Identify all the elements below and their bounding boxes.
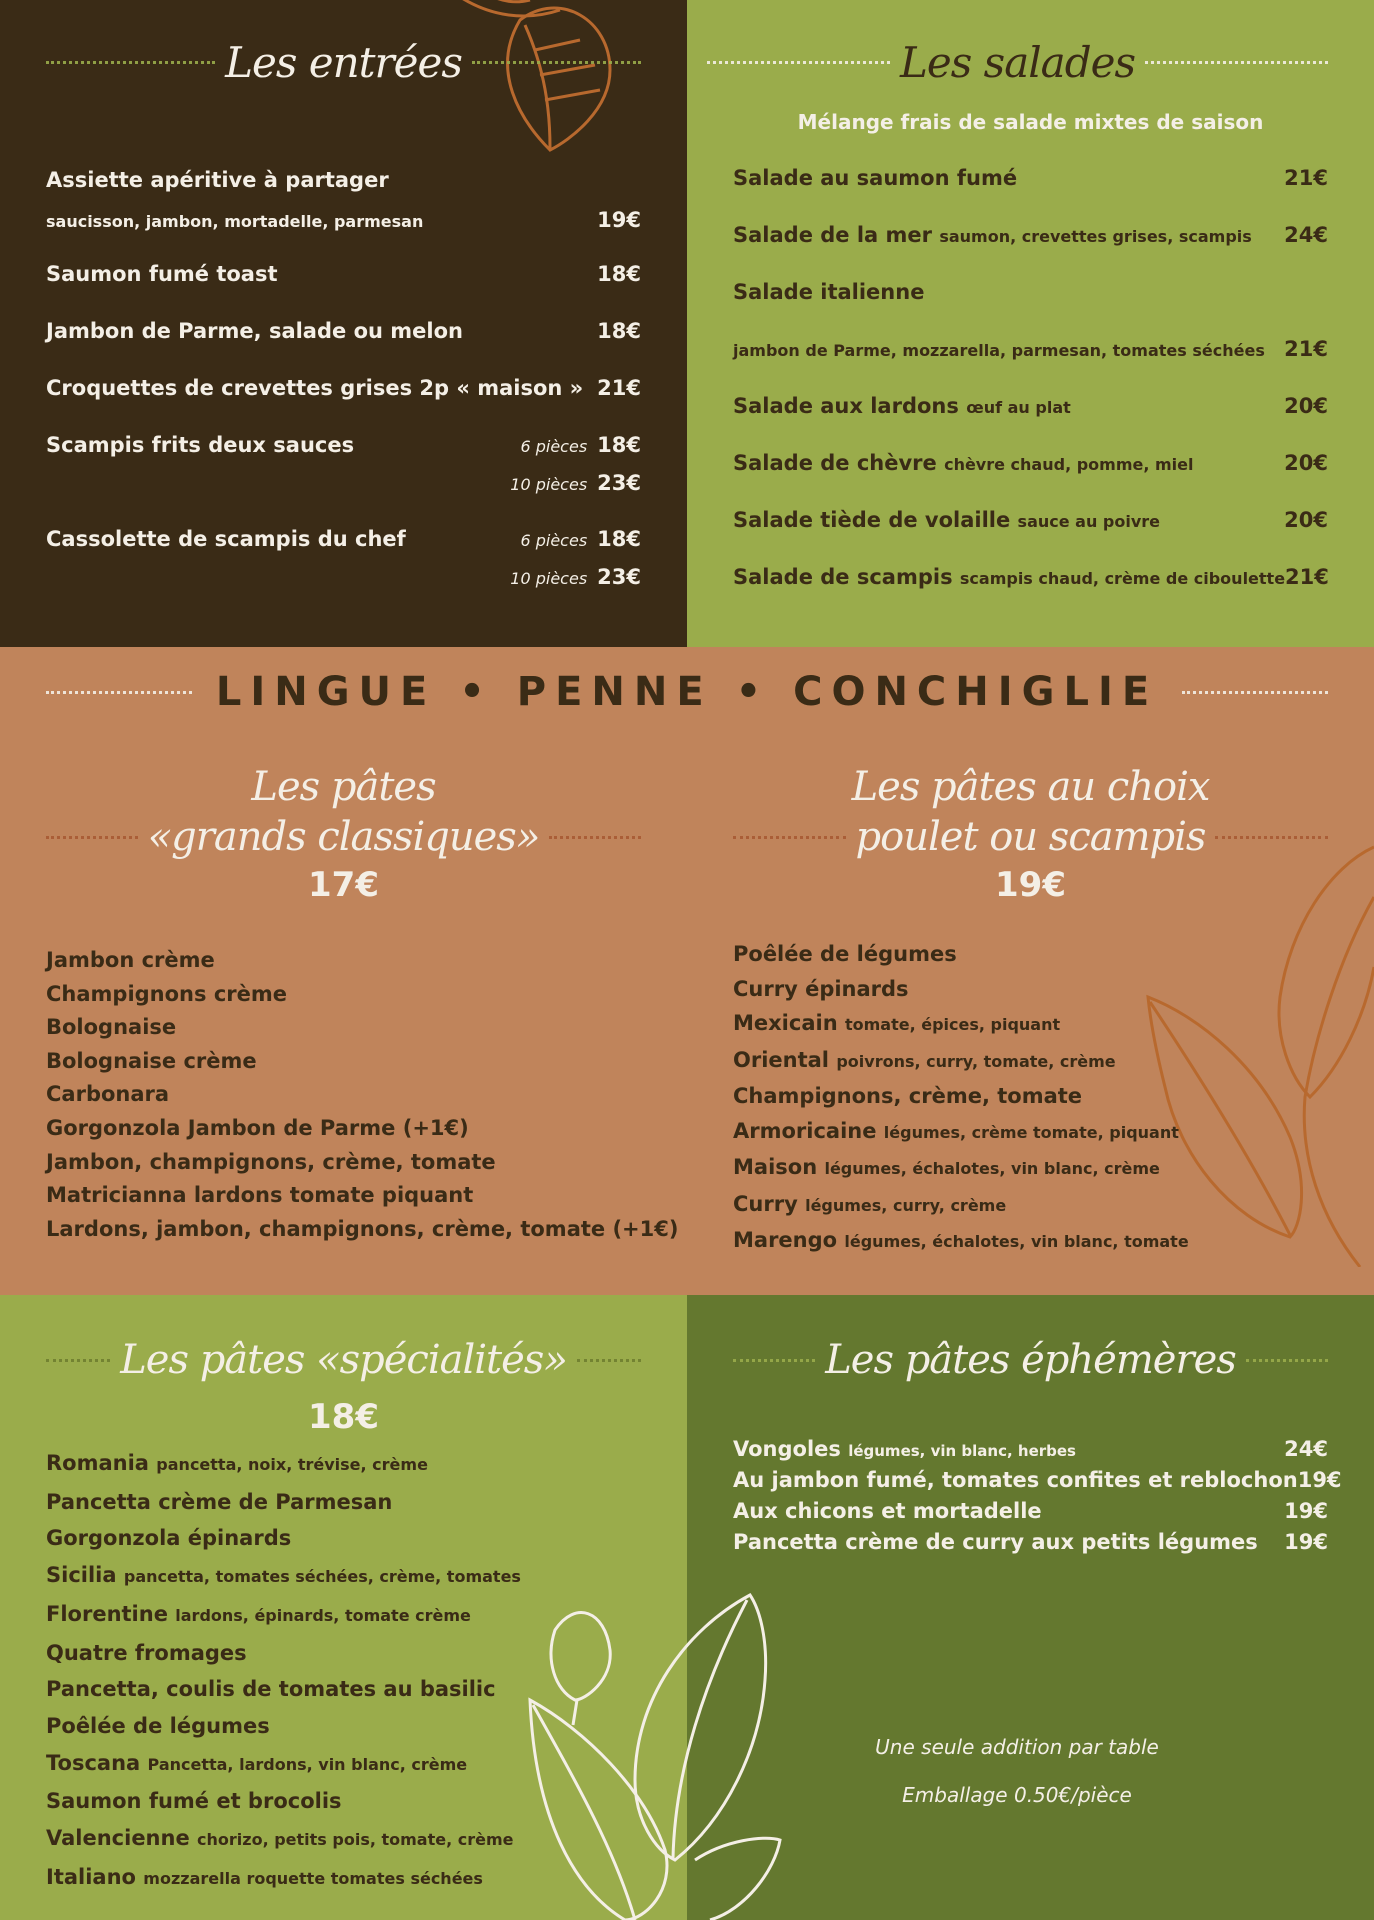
item-quantity: 6 pièces	[520, 437, 588, 456]
list-item	[46, 1635, 521, 1672]
divider-dots	[46, 1359, 110, 1362]
salades-subtitle: Mélange frais de salade mixtes de saison	[797, 110, 1264, 134]
classiques-list	[46, 944, 678, 1246]
item-description: Pancetta, lardons, vin blanc, crème	[147, 1754, 468, 1774]
item-name: Curry	[733, 1191, 798, 1216]
list-item	[733, 1006, 1189, 1043]
item-name: Valencienne	[46, 1826, 190, 1851]
divider-dots	[46, 61, 215, 64]
item-quantity: 10 pièces	[510, 475, 588, 494]
item-description: saumon, crevettes grises, scampis	[939, 227, 1252, 246]
section-title-line2: poulet ou scampis	[855, 814, 1206, 860]
list-item: Jambon crème	[46, 948, 215, 972]
item-description: jambon de Parme, mozzarella, parmesan, tomates séchées	[733, 341, 1265, 360]
divider-dots	[577, 1359, 641, 1362]
list-item	[46, 1557, 521, 1596]
list-item: Matricianna lardons tomate piquant	[46, 1183, 474, 1208]
entrees-title-row	[46, 38, 641, 87]
list-item	[733, 1114, 1189, 1151]
item-name: Sicilia	[46, 1563, 117, 1588]
section-title-line1: Les pâtes au choix	[851, 764, 1210, 810]
divider-dots	[46, 691, 192, 694]
list-item	[46, 1671, 521, 1708]
list-item	[733, 972, 1189, 1007]
menu-item-option	[46, 471, 641, 495]
pates-banner-row	[46, 669, 1328, 715]
divider-dots	[1246, 1359, 1328, 1362]
item-description: mozzarella roquette tomates séchées	[143, 1868, 483, 1888]
section-price: 18€	[308, 1397, 379, 1437]
menu-item	[733, 565, 1328, 589]
item-price: 20€	[1284, 451, 1328, 475]
section-title: Les pâtes «spécialités»	[120, 1337, 567, 1383]
item-name: Poêlée de légumes	[46, 1713, 270, 1738]
list-item: Carbonara	[46, 1082, 170, 1107]
item-price: 18€	[597, 527, 641, 551]
menu-item	[733, 508, 1328, 532]
divider-dots	[1182, 691, 1328, 694]
note-single-bill: Une seule addition par table	[875, 1735, 1159, 1759]
list-item	[46, 1859, 521, 1898]
item-name: Romania	[46, 1451, 149, 1475]
item-description: œuf au plat	[966, 398, 1071, 417]
item-name: Oriental	[733, 1047, 830, 1072]
list-item	[46, 1596, 521, 1635]
divider-dots	[733, 836, 846, 839]
list-item	[46, 1445, 521, 1484]
item-price: 24€	[1284, 223, 1328, 247]
item-price: 18€	[597, 433, 641, 457]
divider-dots	[733, 1359, 815, 1362]
item-description: tomate, épices, piquant	[844, 1015, 1061, 1034]
section-title-row	[46, 812, 641, 862]
item-name: Mexicain	[733, 1011, 838, 1035]
item-name: Vongoles	[733, 1437, 841, 1461]
section-title-line1: Les pâtes	[251, 764, 436, 810]
item-price: 18€	[597, 262, 641, 286]
item-name: Armoricaine	[733, 1118, 877, 1143]
note-packaging: Emballage 0.50€/pièce	[902, 1783, 1132, 1807]
item-description: poivrons, curry, tomate, crème	[836, 1051, 1116, 1071]
item-price: 21€	[1284, 166, 1328, 190]
menu-item	[733, 280, 1328, 304]
menu-item	[733, 1468, 1342, 1492]
list-item	[733, 1043, 1189, 1080]
list-item	[46, 1820, 521, 1859]
menu-item	[46, 433, 641, 457]
list-item	[46, 1783, 521, 1820]
list-item: Bolognaise	[46, 1015, 177, 1040]
menu-item	[733, 1530, 1328, 1554]
item-name: Salade aux lardons	[733, 394, 959, 418]
divider-dots	[1215, 836, 1328, 839]
menu-item	[733, 223, 1328, 247]
item-name: Jambon de Parme, salade ou melon	[46, 319, 463, 343]
list-item: Gorgonzola Jambon de Parme (+1€)	[46, 1115, 469, 1140]
item-quantity: 6 pièces	[520, 531, 588, 550]
list-item	[733, 1079, 1189, 1114]
list-item: Bolognaise crème	[46, 1048, 257, 1073]
divider-dots	[46, 836, 138, 839]
menu-item-option	[46, 565, 641, 589]
menu-item	[46, 319, 641, 343]
list-item	[46, 1484, 521, 1521]
list-item: Champignons crème	[46, 981, 287, 1006]
item-price: 21€	[1285, 565, 1329, 589]
item-price: 19€	[597, 208, 641, 232]
list-item	[46, 1745, 521, 1784]
item-description: lardons, épinards, tomate crème	[175, 1605, 471, 1625]
menu-item	[733, 1499, 1328, 1523]
item-name: Gorgonzola épinards	[46, 1526, 292, 1551]
item-name: Champignons, crème, tomate	[733, 1084, 1083, 1108]
item-name: Pancetta crème de curry aux petits légumes	[733, 1530, 1258, 1554]
item-description: légumes, vin blanc, herbes	[848, 1442, 1076, 1460]
item-name: Marengo	[733, 1228, 838, 1252]
item-price: 20€	[1284, 394, 1328, 418]
item-description: légumes, échalotes, vin blanc, tomate	[844, 1232, 1189, 1251]
menu-item-desc-row	[733, 337, 1328, 361]
section-title: Les entrées	[225, 38, 462, 87]
menu-item	[733, 1437, 1328, 1461]
item-name: Italiano	[46, 1864, 136, 1889]
list-item	[733, 1223, 1189, 1260]
item-name: Pancetta crème de Parmesan	[46, 1489, 393, 1514]
item-description: sauce au poivre	[1017, 512, 1161, 531]
item-price: 19€	[1297, 1468, 1342, 1492]
item-name: Curry épinards	[733, 976, 909, 1001]
section-title-row	[733, 812, 1328, 862]
specialites-title-row	[46, 1337, 641, 1383]
item-quantity: 10 pièces	[510, 569, 588, 588]
section-title: Les pâtes éphémères	[825, 1337, 1236, 1383]
item-price: 23€	[597, 565, 641, 589]
salades-section	[687, 0, 1374, 647]
item-name: Maison	[733, 1155, 818, 1179]
menu-item	[733, 394, 1328, 418]
list-item	[46, 1520, 521, 1557]
item-price: 21€	[597, 376, 641, 400]
section-title: Les salades	[900, 38, 1136, 87]
item-description: légumes, échalotes, vin blanc, crème	[824, 1159, 1160, 1178]
item-price: 23€	[597, 471, 641, 495]
menu-item-desc-row	[46, 208, 641, 232]
item-price: 19€	[1284, 1530, 1328, 1554]
item-name: Saumon fumé et brocolis	[46, 1789, 342, 1814]
choix-list	[733, 937, 1189, 1260]
section-title-line2: «grands classiques»	[147, 814, 540, 860]
item-name: Salade de chèvre	[733, 451, 937, 475]
list-item	[46, 1708, 521, 1745]
item-name: Saumon fumé toast	[46, 262, 278, 286]
ephemeres-section	[687, 1295, 1374, 1920]
item-description: pancetta, tomates séchées, crème, tomates	[123, 1567, 521, 1587]
item-name: Assiette apéritive à partager	[46, 168, 389, 192]
item-name: Salade au saumon fumé	[733, 166, 1018, 190]
divider-dots	[549, 836, 641, 839]
footer-notes	[687, 1723, 1347, 1819]
item-description: légumes, crème tomate, piquant	[883, 1122, 1179, 1142]
divider-dots	[472, 61, 641, 64]
list-item: Jambon, champignons, crème, tomate	[46, 1149, 496, 1174]
item-description: saucisson, jambon, mortadelle, parmesan	[46, 212, 424, 231]
menu-item	[46, 527, 641, 551]
salades-title-row	[707, 38, 1328, 87]
item-name: Pancetta, coulis de tomates au basilic	[46, 1677, 496, 1702]
item-name: Poêlée de légumes	[733, 942, 957, 966]
menu-item	[46, 262, 641, 286]
divider-dots	[707, 61, 890, 64]
item-description: chorizo, petits pois, tomate, crème	[197, 1830, 514, 1850]
item-description: légumes, curry, crème	[805, 1195, 1007, 1215]
menu-item	[733, 166, 1328, 190]
item-name: Croquettes de crevettes grises 2p « maison »	[46, 376, 584, 400]
list-item: Lardons, jambon, champignons, crème, tomate (+1€)	[46, 1216, 679, 1241]
item-name: Salade italienne	[733, 280, 925, 304]
item-name: Au jambon fumé, tomates confites et reblochon	[733, 1468, 1298, 1492]
menu-item	[733, 451, 1328, 475]
item-description: pancetta, noix, trévise, crème	[156, 1455, 428, 1474]
pates-section	[0, 647, 1374, 1295]
item-name: Florentine	[46, 1601, 168, 1626]
classiques-header	[46, 762, 641, 908]
divider-dots	[1145, 61, 1328, 64]
item-name: Cassolette de scampis du chef	[46, 527, 406, 551]
list-item	[733, 937, 1189, 972]
specialites-section	[0, 1295, 687, 1920]
menu-item	[46, 376, 641, 400]
item-name: Toscana	[46, 1750, 141, 1775]
item-description: scampis chaud, crème de ciboulette	[959, 569, 1286, 588]
section-price: 17€	[308, 865, 379, 905]
item-name: Quatre fromages	[46, 1640, 247, 1665]
item-name: Scampis frits deux sauces	[46, 433, 355, 457]
ephemeres-title-row	[733, 1337, 1328, 1383]
item-name: Aux chicons et mortadelle	[733, 1499, 1042, 1523]
section-price: 19€	[995, 865, 1066, 905]
list-item	[733, 1150, 1189, 1187]
item-description: chèvre chaud, pomme, miel	[944, 455, 1194, 474]
item-name: Salade de la mer	[733, 223, 932, 247]
item-price: 24€	[1284, 1437, 1328, 1461]
specialites-list	[46, 1445, 521, 1897]
item-price: 21€	[1284, 337, 1328, 361]
item-price: 19€	[1284, 1499, 1328, 1523]
item-name: Salade de scampis	[733, 565, 953, 589]
pasta-types-banner: LINGUE • PENNE • CONCHIGLIE	[215, 669, 1159, 715]
menu-item	[46, 168, 641, 192]
item-price: 18€	[597, 319, 641, 343]
item-price: 20€	[1284, 508, 1328, 532]
entrees-section	[0, 0, 687, 647]
choix-header	[733, 762, 1328, 908]
item-name: Salade tiède de volaille	[733, 508, 1011, 532]
list-item	[733, 1187, 1189, 1224]
